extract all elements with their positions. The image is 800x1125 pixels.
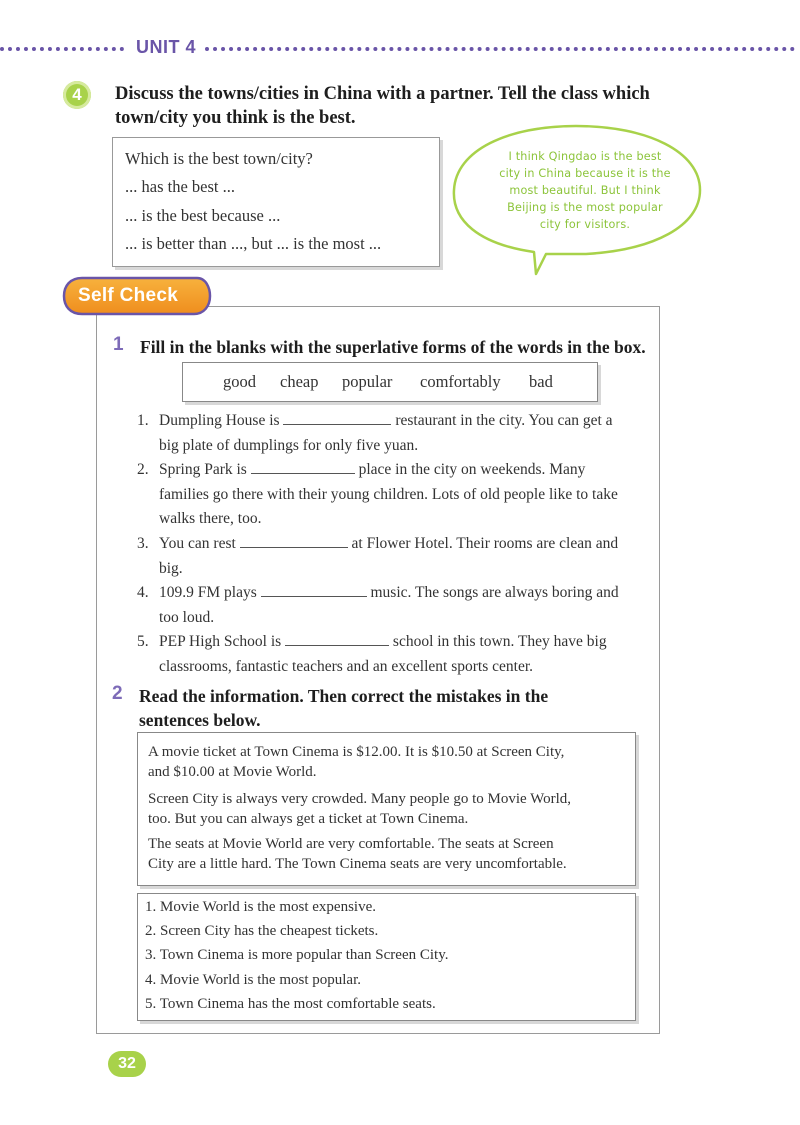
unit-label: UNIT 4 [136,37,197,57]
word-item: comfortably [420,372,501,391]
self-check-title: Self Check [78,285,179,306]
answer-blank[interactable] [283,410,391,425]
answer-blank[interactable] [285,631,389,646]
sentence-item: 4. Movie World is the most popular. [145,972,362,988]
page-number: 32 [108,1051,146,1077]
sentence-item: 1. Movie World is the most expensive. [145,899,376,915]
word-item: popular [342,372,393,391]
information-box [137,732,636,886]
phrase-line: ... has the best ... [125,177,235,196]
question-2-number: 2 [112,683,123,704]
word-item: bad [529,372,553,391]
phrase-line: ... is the best because ... [125,206,281,225]
info-paragraph: The seats at Movie World are very comfortable. The seats at Screen City are a little hard. The Town Cinema seats are very uncomfortable. [148,836,567,872]
sentence-item: 2. Screen City has the cheapest tickets. [145,923,379,939]
question-1-number: 1 [113,334,124,355]
section-4-number: 4 [63,81,91,109]
info-paragraph: Screen City is always very crowded. Many people go to Movie World, too. But you can always get a ticket at Town Cinema. [148,791,572,827]
word-item: good [223,372,256,391]
answer-blank[interactable] [261,582,367,597]
header-dots-right [205,47,795,51]
section-4-title: Discuss the towns/cities in China with a partner. Tell the class which town/city you think is the best. [115,84,650,128]
sentence-item: 3. Town Cinema is more popular than Screen City. [145,947,449,963]
fill-blank-item-5: 5. PEP High School is school in this town. They have big classrooms, fantastic teachers and an excellent sports center. [137,633,607,675]
fill-blank-item-2: 2. Spring Park is place in the city on weekends. Many families go there with their young children. Lots of old people like to take walks there, too. [137,461,618,527]
answer-blank[interactable] [251,459,355,474]
speech-bubble-text: I think Qingdao is the best city in China because it is the most beautiful. But I think Beijing is the most popular city for visitors. [499,150,671,231]
word-item: cheap [280,372,319,391]
question-2-title: Read the information. Then correct the mistakes in the sentences below. [139,686,549,730]
fill-blank-item-3: 3. You can rest at Flower Hotel. Their rooms are clean and big. [137,535,619,577]
answer-blank[interactable] [240,533,348,548]
sentence-item: 5. Town Cinema has the most comfortable seats. [145,996,436,1012]
word-box [182,362,598,402]
fill-blank-item-4: 4. 109.9 FM plays music. The songs are always boring and too loud. [137,584,619,626]
useful-phrases-box [112,137,440,267]
info-paragraph: A movie ticket at Town Cinema is $12.00. It is $10.50 at Screen City, and $10.00 at Movie World. [148,744,565,780]
sentences-box [137,893,636,1021]
header-dots-left [0,47,124,51]
question-1-title: Fill in the blanks with the superlative forms of the words in the box. [140,337,646,357]
fill-blank-item-1: 1. Dumpling House is restaurant in the city. You can get a big plate of dumplings for only five yuan. [137,412,613,454]
phrase-line: Which is the best town/city? [125,149,313,168]
phrase-line: ... is better than ..., but ... is the most ... [125,234,382,253]
